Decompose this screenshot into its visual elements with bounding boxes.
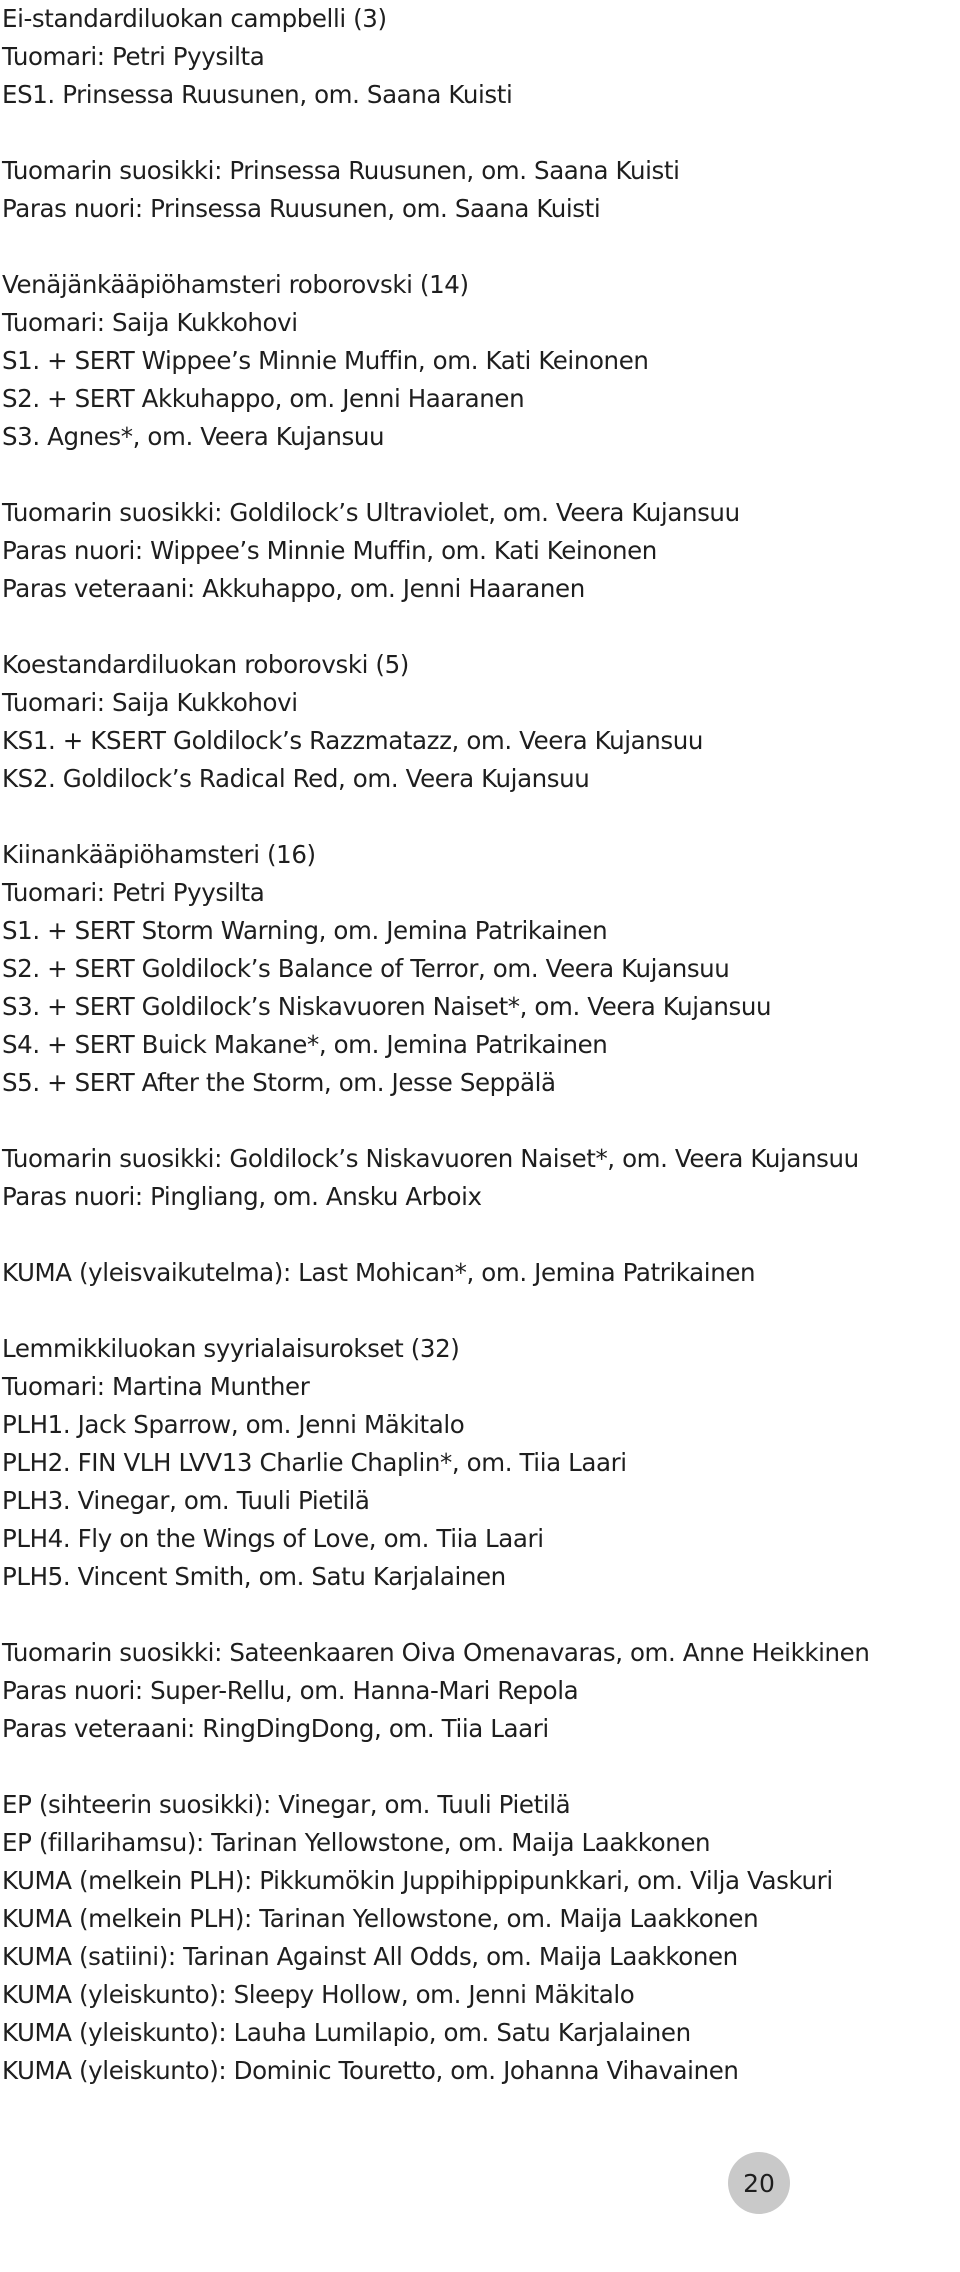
award-line: EP (fillarihamsu): Tarinan Yellowstone, om. Maija Laakkonen bbox=[2, 1828, 711, 1857]
results-text bbox=[2, 0, 960, 2090]
results-block bbox=[2, 266, 960, 456]
results-block bbox=[2, 1140, 960, 1216]
class-heading: Venäjänkääpiöhamsteri roborovski (14) bbox=[2, 270, 469, 299]
placement-line: S1. + SERT Wippee’s Minnie Muffin, om. Kati Keinonen bbox=[2, 346, 649, 375]
placement-line: S4. + SERT Buick Makane*, om. Jemina Patrikainen bbox=[2, 1030, 608, 1059]
block-gap bbox=[2, 1292, 960, 1330]
results-block bbox=[2, 646, 960, 798]
placement-line: KS2. Goldilock’s Radical Red, om. Veera Kujansuu bbox=[2, 764, 590, 793]
placement-line: S3. Agnes*, om. Veera Kujansuu bbox=[2, 422, 385, 451]
block-gap bbox=[2, 608, 960, 646]
placement-line: KS1. + KSERT Goldilock’s Razzmatazz, om. Veera Kujansuu bbox=[2, 726, 703, 755]
placement-line: S2. + SERT Akkuhappo, om. Jenni Haaranen bbox=[2, 384, 525, 413]
award-line: Tuomarin suosikki: Prinsessa Ruusunen, om. Saana Kuisti bbox=[2, 156, 680, 185]
award-line: Paras nuori: Super-Rellu, om. Hanna-Mari Repola bbox=[2, 1676, 579, 1705]
results-block bbox=[2, 1254, 960, 1292]
award-line: KUMA (satiini): Tarinan Against All Odds, om. Maija Laakkonen bbox=[2, 1942, 738, 1971]
block-gap bbox=[2, 798, 960, 836]
block-gap bbox=[2, 114, 960, 152]
judge-line: Tuomari: Martina Munther bbox=[2, 1372, 310, 1401]
results-block bbox=[2, 0, 960, 114]
award-line: Paras nuori: Wippee’s Minnie Muffin, om. Kati Keinonen bbox=[2, 536, 657, 565]
judge-line: Tuomari: Petri Pyysilta bbox=[2, 878, 265, 907]
award-line: KUMA (melkein PLH): Tarinan Yellowstone, om. Maija Laakkonen bbox=[2, 1904, 759, 1933]
award-line: Paras veteraani: RingDingDong, om. Tiia Laari bbox=[2, 1714, 549, 1743]
class-heading: Lemmikkiluokan syyrialaisurokset (32) bbox=[2, 1334, 460, 1363]
results-block bbox=[2, 836, 960, 1102]
results-block bbox=[2, 1634, 960, 1748]
class-heading: Ei-standardiluokan campbelli (3) bbox=[2, 4, 387, 33]
placement-line: PLH5. Vincent Smith, om. Satu Karjalainen bbox=[2, 1562, 506, 1591]
judge-line: Tuomari: Saija Kukkohovi bbox=[2, 308, 298, 337]
award-line: Tuomarin suosikki: Goldilock’s Ultraviolet, om. Veera Kujansuu bbox=[2, 498, 740, 527]
results-block bbox=[2, 1330, 960, 1596]
results-block bbox=[2, 1786, 960, 2090]
award-line: Paras veteraani: Akkuhappo, om. Jenni Haaranen bbox=[2, 574, 585, 603]
award-line: KUMA (yleisvaikutelma): Last Mohican*, om. Jemina Patrikainen bbox=[2, 1258, 756, 1287]
award-line: Tuomarin suosikki: Goldilock’s Niskavuoren Naiset*, om. Veera Kujansuu bbox=[2, 1144, 859, 1173]
placement-line: S3. + SERT Goldilock’s Niskavuoren Naiset*, om. Veera Kujansuu bbox=[2, 992, 772, 1021]
placement-line: PLH3. Vinegar, om. Tuuli Pietilä bbox=[2, 1486, 370, 1515]
award-line: KUMA (yleiskunto): Lauha Lumilapio, om. Satu Karjalainen bbox=[2, 2018, 691, 2047]
block-gap bbox=[2, 1596, 960, 1634]
block-gap bbox=[2, 228, 960, 266]
award-line: KUMA (yleiskunto): Sleepy Hollow, om. Jenni Mäkitalo bbox=[2, 1980, 635, 2009]
placement-line: ES1. Prinsessa Ruusunen, om. Saana Kuisti bbox=[2, 80, 513, 109]
block-gap bbox=[2, 1748, 960, 1786]
block-gap bbox=[2, 456, 960, 494]
page-number-badge bbox=[728, 2152, 790, 2214]
placement-line: PLH1. Jack Sparrow, om. Jenni Mäkitalo bbox=[2, 1410, 465, 1439]
judge-line: Tuomari: Petri Pyysilta bbox=[2, 42, 265, 71]
award-line: Tuomarin suosikki: Sateenkaaren Oiva Omenavaras, om. Anne Heikkinen bbox=[2, 1638, 870, 1667]
placement-line: PLH2. FIN VLH LVV13 Charlie Chaplin*, om. Tiia Laari bbox=[2, 1448, 627, 1477]
page-number: 20 bbox=[743, 2168, 775, 2198]
award-line: KUMA (melkein PLH): Pikkumökin Juppihippipunkkari, om. Vilja Vaskuri bbox=[2, 1866, 833, 1895]
award-line: EP (sihteerin suosikki): Vinegar, om. Tuuli Pietilä bbox=[2, 1790, 571, 1819]
judge-line: Tuomari: Saija Kukkohovi bbox=[2, 688, 298, 717]
award-line: Paras nuori: Pingliang, om. Ansku Arboix bbox=[2, 1182, 482, 1211]
results-block bbox=[2, 152, 960, 228]
award-line: Paras nuori: Prinsessa Ruusunen, om. Saana Kuisti bbox=[2, 194, 601, 223]
placement-line: S5. + SERT After the Storm, om. Jesse Seppälä bbox=[2, 1068, 556, 1097]
block-gap bbox=[2, 1216, 960, 1254]
class-heading: Kiinankääpiöhamsteri (16) bbox=[2, 840, 316, 869]
award-line: KUMA (yleiskunto): Dominic Touretto, om. Johanna Vihavainen bbox=[2, 2056, 739, 2085]
block-gap bbox=[2, 1102, 960, 1140]
placement-line: S2. + SERT Goldilock’s Balance of Terror, om. Veera Kujansuu bbox=[2, 954, 730, 983]
placement-line: PLH4. Fly on the Wings of Love, om. Tiia Laari bbox=[2, 1524, 544, 1553]
results-block bbox=[2, 494, 960, 608]
class-heading: Koestandardiluokan roborovski (5) bbox=[2, 650, 409, 679]
placement-line: S1. + SERT Storm Warning, om. Jemina Patrikainen bbox=[2, 916, 608, 945]
